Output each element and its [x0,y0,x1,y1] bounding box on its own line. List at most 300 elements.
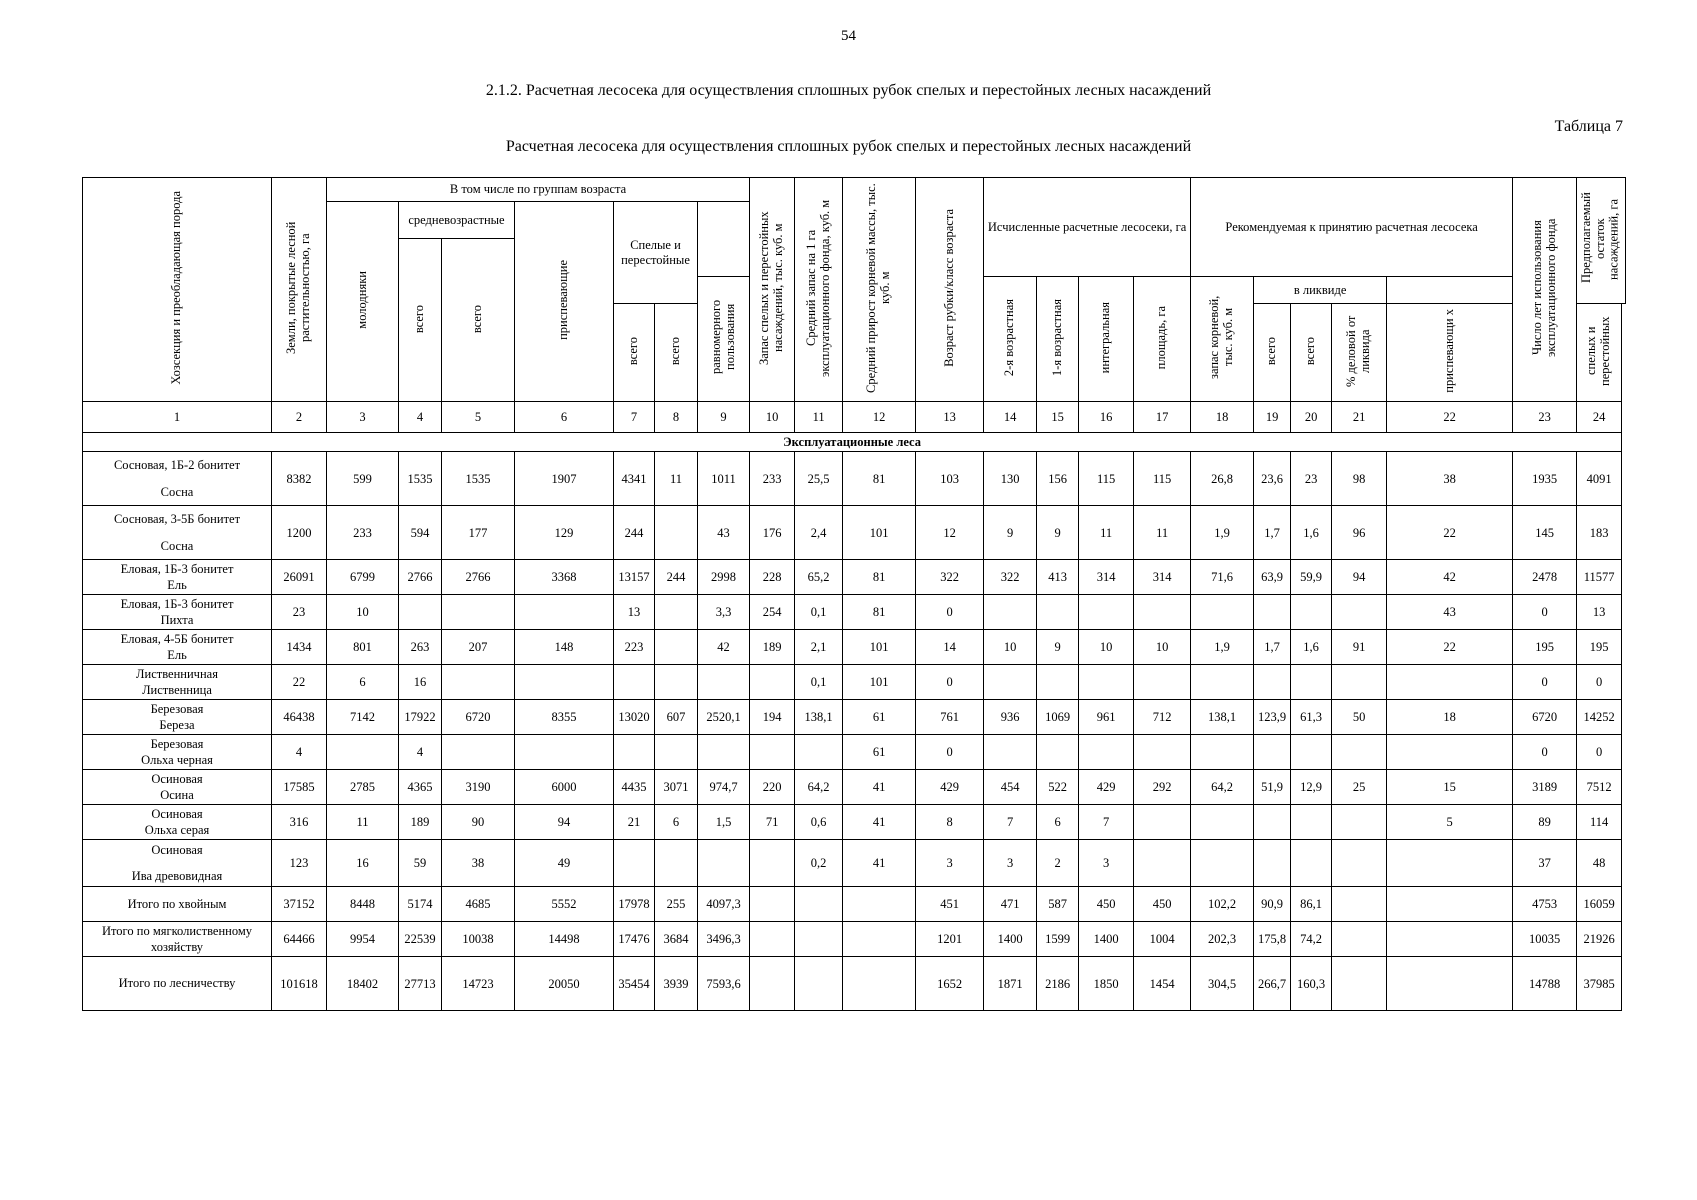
table-label: Таблица 7 [1554,118,1623,135]
row-name [83,700,272,735]
table-row [83,665,1626,700]
table-cell: 1069 [1037,700,1079,735]
row-name [83,957,272,1011]
table-cell [442,735,515,770]
table-cell: 7142 [327,700,399,735]
header-c18: запас корневой, тыс. куб. м [1191,276,1254,401]
column-number: 4 [399,402,442,433]
table-cell: 9 [1037,506,1079,560]
section-row-group [83,433,1626,452]
table-row [83,922,1626,957]
table-cell [984,665,1037,700]
table-cell: 175,8 [1254,922,1291,957]
table-cell: 61 [843,700,916,735]
table-cell: 176 [750,506,795,560]
table-cell: 27713 [399,957,442,1011]
table-cell: 102,2 [1191,887,1254,922]
table-cell [1332,805,1387,840]
table-cell: 7512 [1577,770,1622,805]
table-cell: 0 [1577,665,1622,700]
table-cell: 1011 [698,452,750,506]
table-cell: 49 [515,840,614,887]
table-cell [1387,922,1513,957]
row-name [83,770,272,805]
header-c2: Земли, покрытые лесной растительностью, га [272,178,327,402]
table-cell: 6799 [327,560,399,595]
column-number: 3 [327,402,399,433]
row-name-line-2: Ель [167,578,187,593]
row-name-line-1: Лиственничная [136,666,218,681]
row-name [83,560,272,595]
table-cell: 0 [1513,665,1577,700]
table-cell: 1535 [442,452,515,506]
table-cell [843,922,916,957]
column-number: 20 [1291,402,1332,433]
table-cell: 130 [984,452,1037,506]
table-cell [399,595,442,630]
table-cell [442,595,515,630]
table-cell: 223 [614,630,655,665]
table-cell: 21926 [1577,922,1622,957]
table-cell: 254 [750,595,795,630]
column-number: 15 [1037,402,1079,433]
table-cell: 0 [1513,595,1577,630]
table-cell: 194 [750,700,795,735]
table-cell: 0 [916,595,984,630]
table-cell: 1,5 [698,805,750,840]
table-cell [1079,735,1134,770]
table-cell: 90,9 [1254,887,1291,922]
table-cell: 233 [750,452,795,506]
table-cell: 26091 [272,560,327,595]
table-cell: 129 [515,506,614,560]
row-name-line-1: Еловая, 4-5Б бонитет [120,631,234,646]
table-cell: 22 [272,665,327,700]
table-cell: 59,9 [1291,560,1332,595]
table-cell [1254,805,1291,840]
table-cell: 0 [916,735,984,770]
table-cell: 0,6 [795,805,843,840]
table-cell: 2186 [1037,957,1079,1011]
table-cell: 961 [1079,700,1134,735]
table-cell [655,840,698,887]
table-cell [750,665,795,700]
table-cell: 1201 [916,922,984,957]
table-cell: 71 [750,805,795,840]
row-name-line-1: Сосновая, 3-5Б бонитет [113,512,241,526]
column-number-row [83,402,1626,433]
table-cell: 8448 [327,887,399,922]
table-cell: 18402 [327,957,399,1011]
table-cell: 64,2 [795,770,843,805]
table-cell: 38 [1387,452,1513,506]
table-cell [1254,840,1291,887]
table-cell: 1,6 [1291,630,1332,665]
table-cell: 98 [1332,452,1387,506]
table-cell: 5174 [399,887,442,922]
column-number: 11 [795,402,843,433]
table-cell: 10 [984,630,1037,665]
table-cell [795,957,843,1011]
row-name [83,887,272,922]
table-cell: 3939 [655,957,698,1011]
table-cell [1387,665,1513,700]
table-cell: 17476 [614,922,655,957]
table-cell: 11577 [1577,560,1622,595]
table-cell: 101618 [272,957,327,1011]
table-cell: 11 [327,805,399,840]
table-cell [750,922,795,957]
row-name-line-1: Березовая [150,701,204,716]
table-cell [1332,840,1387,887]
table-cell: 189 [399,805,442,840]
table-cell [1079,665,1134,700]
table-cell: 450 [1079,887,1134,922]
table-row [83,887,1626,922]
table-cell: 587 [1037,887,1079,922]
table-cell: 429 [916,770,984,805]
row-name-line-2: Сосна [160,538,194,553]
table-cell [1079,595,1134,630]
table-cell: 14723 [442,957,515,1011]
table-cell: 138,1 [795,700,843,735]
table-cell [655,630,698,665]
table-cell: 4 [399,735,442,770]
table-cell: 266,7 [1254,957,1291,1011]
row-name-line-1: Итого по лесничеству [118,976,236,991]
table-cell: 1,6 [1291,506,1332,560]
table-row [83,630,1626,665]
row-name-line-1: Осиновая [151,842,203,857]
table-cell: 61,3 [1291,700,1332,735]
table-cell: 20050 [515,957,614,1011]
table-body [83,452,1626,1011]
row-name-line-1: Итого по мягколиственному [101,923,252,938]
table-cell: 2520,1 [698,700,750,735]
table-cell: 1004 [1134,922,1191,957]
table-cell: 23 [1291,452,1332,506]
table-cell: 255 [655,887,698,922]
table-cell: 145 [1513,506,1577,560]
table-cell: 123 [272,840,327,887]
table-cell: 607 [655,700,698,735]
header-c7: всего [614,304,655,402]
table-cell: 123,9 [1254,700,1291,735]
row-name-line-1: Еловая, 1Б-3 бонитет [120,596,234,611]
row-name [83,665,272,700]
table-cell: 115 [1134,452,1191,506]
header-c22: Число лет использования эксплуатационного фонда [1513,178,1577,402]
table-cell: 5 [1387,805,1513,840]
table-cell: 228 [750,560,795,595]
column-number: 6 [515,402,614,433]
table-cell: 10035 [1513,922,1577,957]
table-cell: 22539 [399,922,442,957]
column-number: 23 [1513,402,1577,433]
table-row [83,560,1626,595]
page-number: 54 [841,28,856,44]
table-cell: 3 [984,840,1037,887]
table-cell: 451 [916,887,984,922]
table-cell [843,957,916,1011]
row-name-line-2: Ольха серая [144,823,210,838]
row-name-line-2: Осина [160,788,194,803]
table-cell [1254,735,1291,770]
row-name-line-1: Осиновая [151,771,203,786]
table-cell: 17585 [272,770,327,805]
table-cell: 46438 [272,700,327,735]
table-row [83,700,1626,735]
table-cell: 1400 [984,922,1037,957]
table-cell: 38 [442,840,515,887]
table-cell [655,735,698,770]
table-cell: 1,9 [1191,506,1254,560]
table-cell [1134,735,1191,770]
table-cell: 101 [843,665,916,700]
table-cell [1037,665,1079,700]
table-row [83,805,1626,840]
table-cell: 74,2 [1291,922,1332,957]
table-cell [1332,887,1387,922]
header-c17: площадь, га [1134,276,1191,401]
table-cell [327,735,399,770]
table-cell: 71,6 [1191,560,1254,595]
table-cell: 801 [327,630,399,665]
table-cell: 64466 [272,922,327,957]
table-cell: 316 [272,805,327,840]
header-c9: Запас спелых и перестойных насаждений, тыс. куб. м [750,178,795,402]
header-c16: интегральная [1079,276,1134,401]
table-cell: 10 [327,595,399,630]
table-cell: 314 [1079,560,1134,595]
table-cell [1191,840,1254,887]
table-cell: 1535 [399,452,442,506]
table-cell [1387,887,1513,922]
table-cell: 6720 [442,700,515,735]
table-cell: 8 [916,805,984,840]
table-cell [1291,840,1332,887]
table-cell: 712 [1134,700,1191,735]
table-cell: 13020 [614,700,655,735]
table-cell: 22 [1387,506,1513,560]
table-cell [698,665,750,700]
table-cell: 1907 [515,452,614,506]
header-age-groups: В том числе по группам возраста [327,178,750,202]
column-number: 22 [1387,402,1513,433]
table-cell: 6720 [1513,700,1577,735]
table-cell [1291,735,1332,770]
table-cell: 7593,6 [698,957,750,1011]
header-c19: всего [1254,304,1291,402]
header-c21: % деловой от ликвида [1332,304,1387,402]
table-cell [1134,665,1191,700]
table-cell [1387,735,1513,770]
table-cell [515,665,614,700]
table-cell: 138,1 [1191,700,1254,735]
row-name-line-1: Березовая [150,736,204,751]
header-c8: всего [655,304,698,402]
table-cell: 89 [1513,805,1577,840]
table-cell: 594 [399,506,442,560]
table-cell [984,595,1037,630]
table-cell: 41 [843,805,916,840]
table-cell: 195 [1577,630,1622,665]
table-cell: 6 [327,665,399,700]
table-cell: 3190 [442,770,515,805]
table-cell: 177 [442,506,515,560]
table-cell: 314 [1134,560,1191,595]
header-c12: Возраст рубки/класс возраста [916,178,984,402]
table-cell: 43 [1387,595,1513,630]
table-cell: 3 [916,840,984,887]
table-cell: 13 [614,595,655,630]
table-cell: 454 [984,770,1037,805]
header-c11: Средний прирост корневой массы, тыс. куб. м [843,178,916,402]
column-number: 13 [916,402,984,433]
table-cell: 3,3 [698,595,750,630]
table-cell: 3368 [515,560,614,595]
table-cell [442,665,515,700]
column-number: 21 [1332,402,1387,433]
table-cell: 6000 [515,770,614,805]
table-cell: 263 [399,630,442,665]
table-cell [698,735,750,770]
table-cell: 16 [327,840,399,887]
table-cell [1387,840,1513,887]
table-cell: 6 [1037,805,1079,840]
row-name [83,630,272,665]
table-cell: 1400 [1079,922,1134,957]
table-cell: 16 [399,665,442,700]
row-name-line-2: Лиственница [142,683,212,698]
logging-table [82,177,1626,1011]
table-cell: 761 [916,700,984,735]
table-cell: 2785 [327,770,399,805]
table-cell: 189 [750,630,795,665]
header-c14: 2-я возрастная [984,276,1037,401]
table-cell: 17922 [399,700,442,735]
table-cell [614,735,655,770]
table-cell: 450 [1134,887,1191,922]
header-c20: всего [1291,304,1332,402]
table-cell: 2998 [698,560,750,595]
table-cell: 429 [1079,770,1134,805]
table-cell: 292 [1134,770,1191,805]
row-name-line-2: Ель [167,648,187,663]
table-cell: 26,8 [1191,452,1254,506]
table-cell: 63,9 [1254,560,1291,595]
section-label: Эксплуатационные леса [83,433,1622,452]
table-row [83,840,1626,887]
table-cell: 42 [698,630,750,665]
table-cell: 37 [1513,840,1577,887]
table-cell: 9 [984,506,1037,560]
table-cell: 14252 [1577,700,1622,735]
table-cell: 13157 [614,560,655,595]
table-cell [1332,595,1387,630]
table-cell [1291,595,1332,630]
table-cell: 37152 [272,887,327,922]
row-name [83,735,272,770]
header-remain: Предполагаемый остаток насаждений, га [1577,178,1626,304]
table-cell: 16059 [1577,887,1622,922]
table-cell: 0 [1513,735,1577,770]
table-cell: 4685 [442,887,515,922]
table-cell [655,665,698,700]
table-cell: 18 [1387,700,1513,735]
table-cell: 2766 [399,560,442,595]
table-cell: 5552 [515,887,614,922]
header-calc: Исчисленные расчетные лесосеки, га [984,178,1191,277]
header-c6: приспевающие [515,202,614,402]
table-cell: 103 [916,452,984,506]
table-cell [698,840,750,887]
table-cell [795,887,843,922]
table-cell: 156 [1037,452,1079,506]
header-liquid: в ликвиде [1254,276,1387,303]
table-cell: 8355 [515,700,614,735]
table-cell: 21 [614,805,655,840]
table-cell: 43 [698,506,750,560]
table-cell: 14788 [1513,957,1577,1011]
table-cell: 81 [843,452,916,506]
table-cell: 11 [1134,506,1191,560]
table-cell [655,506,698,560]
table-cell [515,595,614,630]
header-c15: 1-я возрастная [1037,276,1079,401]
row-name [83,922,272,957]
table-cell: 15 [1387,770,1513,805]
header-c23: приспевающи х [1387,304,1513,402]
table-container [82,177,1626,1011]
table-cell: 4097,3 [698,887,750,922]
table-cell: 65,2 [795,560,843,595]
column-number: 5 [442,402,515,433]
table-cell: 2478 [1513,560,1577,595]
table-cell [984,735,1037,770]
table-cell: 25,5 [795,452,843,506]
table-cell [1291,805,1332,840]
table-cell: 1871 [984,957,1037,1011]
table-cell: 23,6 [1254,452,1291,506]
table-cell: 2766 [442,560,515,595]
table-cell: 91 [1332,630,1387,665]
table-cell: 0,1 [795,665,843,700]
row-name-line-2: Береза [159,718,195,733]
row-name-line-1: Еловая, 1Б-3 бонитет [120,561,234,576]
table-cell: 522 [1037,770,1079,805]
row-name-line-2: Сосна [160,484,194,499]
table-cell: 12,9 [1291,770,1332,805]
table-cell [1134,840,1191,887]
table-cell: 4341 [614,452,655,506]
table-cell: 0 [1577,735,1622,770]
table-cell: 23 [272,595,327,630]
table-cell: 1935 [1513,452,1577,506]
table-cell: 244 [655,560,698,595]
table-cell: 322 [984,560,1037,595]
table-cell: 114 [1577,805,1622,840]
table-cell [750,957,795,1011]
table-cell [843,887,916,922]
table-cell [750,840,795,887]
table-cell: 1454 [1134,957,1191,1011]
header-c4: всего [399,239,442,402]
table-cell: 148 [515,630,614,665]
table-cell: 207 [442,630,515,665]
table-cell [1191,805,1254,840]
column-number: 2 [272,402,327,433]
